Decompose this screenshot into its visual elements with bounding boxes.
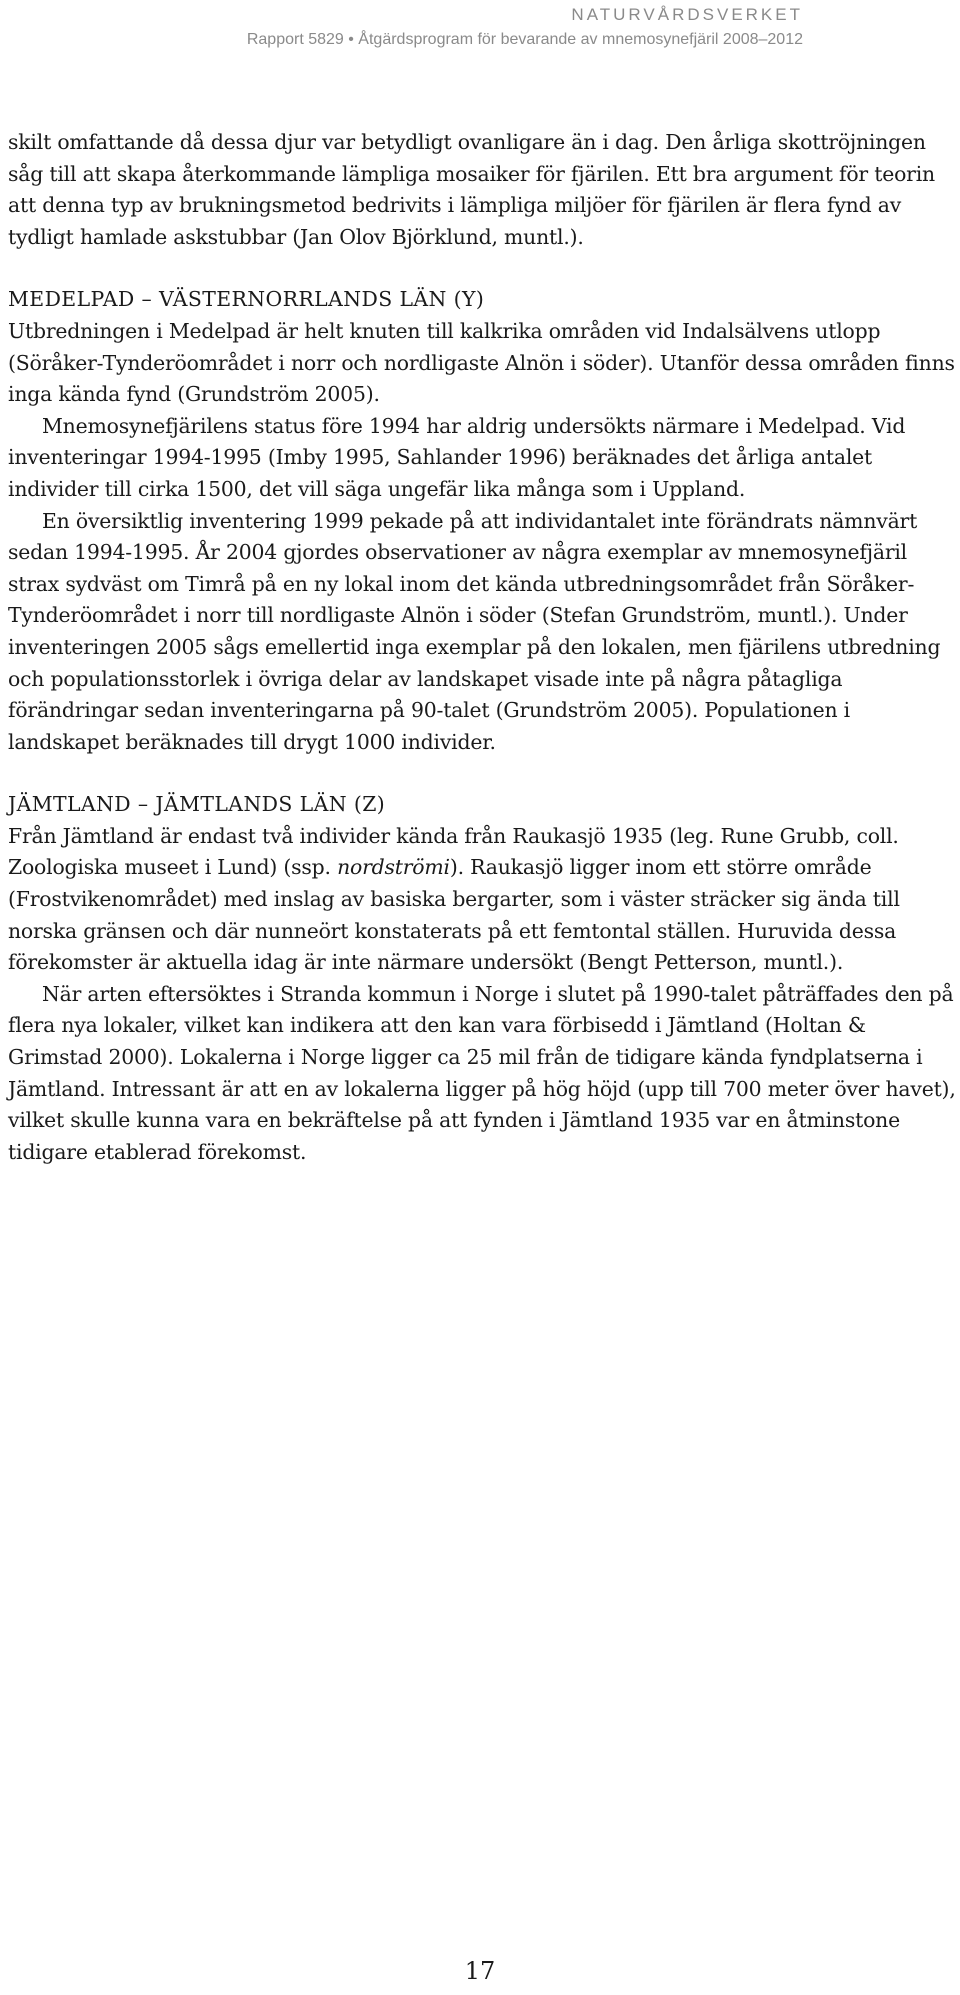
section-heading-medelpad: MEDELPAD – VÄSTERNORRLANDS LÄN (Y) [8,287,485,312]
intro-paragraph: skilt omfattande då dessa djur var betydligt ovanligare än i dag. Den årliga skottröjningen såg till att skapa återkommande lämpliga mosaiker för fjärilen. Ett bra argument för teorin att denna typ av brukningsmetod bedrivits i lämpliga miljöer för fjärilen är flera fynd av tydligt hamlade askstubbar (Jan Olov Björklund, muntl.). [8,130,935,249]
medelpad-paragraph-2: Mnemosynefjärilens status före 1994 har aldrig undersökts närmare i Medelpad. Vid inventeringar 1994-1995 (Imby 1995, Sahlander 1996) beräknades det årliga antalet individer till cirka 1500, det vill säga ungefär lika många som i Uppland. [8,413,906,501]
section-heading-jamtland: JÄMTLAND – JÄMTLANDS LÄN (Z) [8,792,386,817]
jamtland-p1-text-b: ). Raukasjö ligger inom ett större område (Frostvikenområdet) med inslag av basiska bergarter, som i väster sträcker sig ända till norska gränsen och där nunneört konstaterats på ett femtontal ställen. Huruvida dessa förekomster är aktuella idag är inte närmare undersökt (Bengt Petterson, muntl.). [8,855,900,975]
running-header [247,4,803,52]
jamtland-paragraph-2: När arten eftersöktes i Stranda kommun i Norge i slutet på 1990-talet påträffades den på flera nya lokaler, vilket kan indikera att den kan vara förbisedd i Jämtland (Holtan & Grimstad 2000). Lokalerna i Norge ligger ca 25 mil från de tidigare kända fyndplatserna i Jämtland. Intressant är att en av lokalerna ligger på hög höjd (upp till 700 meter över havet), vilket skulle kunna vara en bekräftelse på att fynden i Jämtland 1935 var en åtminstone tidigare etablerad förekomst. [8,981,956,1164]
medelpad-paragraph-3: En översiktlig inventering 1999 pekade på att individantalet inte förändrats nämnvärt sedan 1994-1995. År 2004 gjordes observationer av några exemplar av mnemosynefjäril strax sydväst om Timrå på en ny lokal inom det kända utbredningsområdet från Söråker-Tynderöområdet i norr till nordligaste Alnön i söder (Stefan Grundström, muntl.). Under inventeringen 2005 sågs emellertid inga exemplar på den lokalen, men fjärilens utbredning och populationsstorlek i övriga delar av landskapet visade inte på några påtagliga förändringar sedan inventeringarna på 90-talet (Grundström 2005). Populationen i landskapet beräknades till drygt 1000 individer. [8,508,941,754]
organization-name: NATURVÅRDSVERKET [571,5,803,24]
report-title-line: Rapport 5829 • Åtgärdsprogram för bevarande av mnemosynefjäril 2008–2012 [246,31,803,48]
medelpad-paragraph-1: Utbredningen i Medelpad är helt knuten till kalkrika områden vid Indalsälvens utlopp (Söråker-Tynderöområdet i norr och nordligaste Alnön i söder). Utanför dessa områden finns inga kända fynd (Grundström 2005). [8,318,955,407]
body-text [8,127,956,1168]
jamtland-p1-text-a: Från Jämtland är endast två individer kända från Raukasjö 1935 (leg. Rune Grubb, coll. Zoologiska museet i Lund) (ssp. [8,823,899,880]
subspecies-name: nordströmi [337,855,450,880]
jamtland-paragraph-1 [8,821,956,979]
page-number: 17 [464,1957,496,1985]
